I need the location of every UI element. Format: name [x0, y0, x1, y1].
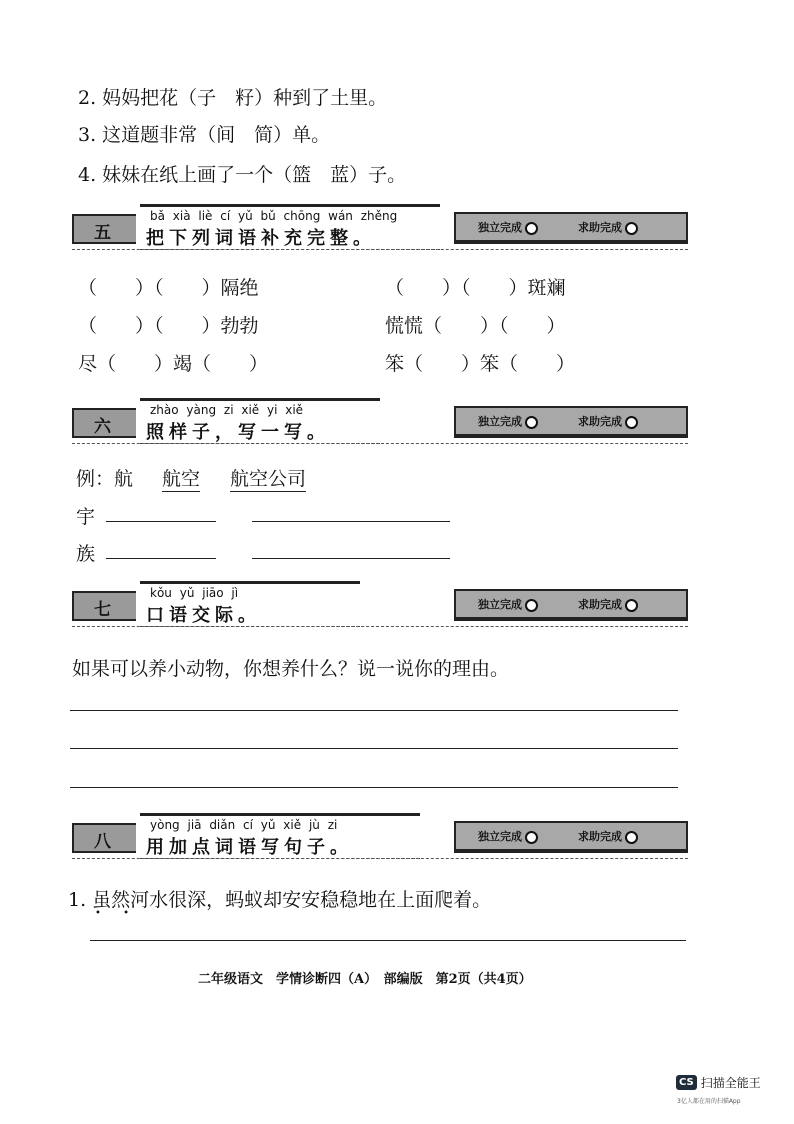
- circle-checkbox[interactable]: [525, 416, 538, 429]
- answer-line[interactable]: [70, 748, 678, 749]
- fill-item: 慌慌（ ）（ ）: [385, 315, 566, 337]
- example-word-2: 航空公司: [230, 464, 306, 492]
- section-title: 把下列词语补充完整。: [146, 228, 376, 249]
- circle-checkbox[interactable]: [625, 222, 638, 235]
- fill-item: （ ）（ ）斑斓: [385, 277, 566, 299]
- answer-line[interactable]: [106, 521, 216, 522]
- circle-checkbox[interactable]: [525, 222, 538, 235]
- status-assisted: 求助完成: [578, 221, 622, 234]
- oral-question: 如果可以养小动物，你想养什么？说一说你的理由。: [72, 658, 510, 680]
- fill-item: 尽（ ）竭（ ）: [78, 353, 269, 375]
- circle-checkbox[interactable]: [625, 831, 638, 844]
- answer-line[interactable]: [70, 710, 678, 711]
- status-independent: 独立完成: [478, 415, 522, 428]
- status-independent: 独立完成: [478, 830, 522, 843]
- section-pinyin: zhào yàng zi xiě yi xiě: [150, 403, 304, 417]
- question-2: 2. 妈妈把花（子 籽）种到了土里。: [78, 87, 388, 109]
- section-8-header: [72, 813, 688, 859]
- section-number: 六: [94, 417, 111, 437]
- answer-line[interactable]: [70, 787, 678, 788]
- question-3: 3. 这道题非常（间 简）单。: [78, 124, 331, 146]
- example-label: 例：航: [76, 468, 134, 490]
- fill-item: 笨（ ）笨（ ）: [385, 353, 576, 375]
- answer-line[interactable]: [252, 558, 450, 559]
- cs-logo-icon: CS: [676, 1075, 697, 1090]
- circle-checkbox[interactable]: [525, 831, 538, 844]
- row-char: 宇: [76, 506, 96, 528]
- status-assisted: 求助完成: [578, 830, 622, 843]
- example-word-1: 航空: [162, 464, 200, 492]
- question-4: 4. 妹妹在纸上画了一个（篮 蓝）子。: [78, 164, 407, 186]
- circle-checkbox[interactable]: [525, 599, 538, 612]
- fill-item: （ ）（ ）隔绝: [78, 277, 259, 299]
- section-number: 五: [94, 223, 111, 243]
- fill-item: （ ）（ ）勃勃: [78, 315, 259, 337]
- status-independent: 独立完成: [478, 598, 522, 611]
- section-title: 口语交际。: [146, 605, 261, 626]
- section-pinyin: yòng jiā diǎn cí yǔ xiě jù zi: [150, 818, 338, 832]
- answer-line[interactable]: [90, 940, 686, 941]
- section-pinyin: kǒu yǔ jiāo jì: [150, 586, 239, 600]
- section-pinyin: bǎ xià liè cí yǔ bǔ chōng wán zhěng: [150, 209, 398, 223]
- section-number: 七: [94, 600, 111, 620]
- status-independent: 独立完成: [478, 221, 522, 234]
- section-5-header: [72, 204, 688, 250]
- section-number: 八: [94, 832, 111, 852]
- answer-line[interactable]: [252, 521, 450, 522]
- section-7-header: [72, 581, 688, 627]
- sentence-1: 1. 虽然河水很深，蚂蚁却安安稳稳地在上面爬着。: [68, 889, 492, 911]
- watermark-tagline: 3亿人都在用的扫描App: [677, 1098, 741, 1105]
- section-title: 用加点词语写句子。: [146, 837, 353, 858]
- status-assisted: 求助完成: [578, 415, 622, 428]
- watermark-brand: 扫描全能王: [700, 1076, 761, 1090]
- section-6-header: [72, 398, 688, 444]
- answer-line[interactable]: [106, 558, 216, 559]
- emphasis-dots: • •: [95, 908, 130, 919]
- scanner-watermark: [676, 1074, 761, 1091]
- row-char: 族: [76, 543, 96, 565]
- circle-checkbox[interactable]: [625, 416, 638, 429]
- page-footer: 二年级语文 学情诊断四（A） 部编版 第2页（共4页）: [198, 972, 532, 987]
- section-title: 照样子，写一写。: [146, 422, 330, 443]
- status-assisted: 求助完成: [578, 598, 622, 611]
- circle-checkbox[interactable]: [625, 599, 638, 612]
